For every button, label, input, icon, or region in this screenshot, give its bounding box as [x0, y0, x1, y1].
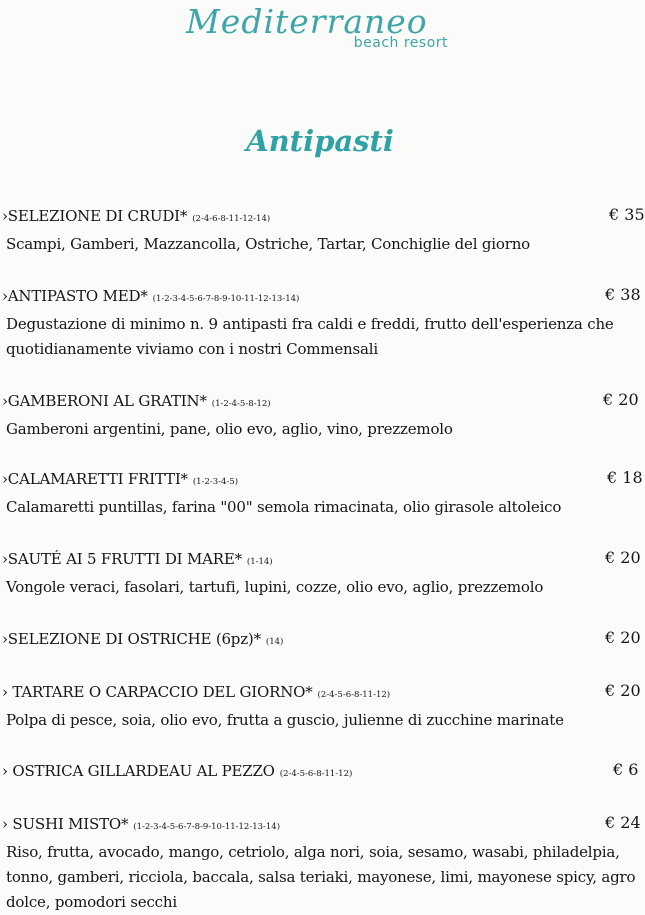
item-price: € 18: [607, 468, 643, 487]
item-allergens: (2-4-5-6-8-11-12): [279, 769, 353, 779]
item-allergens: (2-4-5-6-8-11-12): [317, 690, 391, 700]
item-allergens: (1-2-3-4-5): [192, 477, 239, 487]
item-price: € 20: [605, 681, 641, 700]
item-name: ›SELEZIONE DI CRUDI* (2-4-6-8-11-12-14): [2, 207, 271, 225]
item-description: Polpa di pesce, soia, olio evo, frutta a guscio, julienne di zucchine marinate: [6, 711, 564, 729]
item-price: € 20: [605, 628, 641, 647]
item-allergens: (1-14): [246, 557, 273, 567]
item-description: Vongole veraci, fasolari, tartufi, lupini, cozze, olio evo, aglio, prezzemolo: [6, 578, 544, 596]
section-title: Antipasti: [246, 124, 394, 158]
item-allergens: (1-2-3-4-5-6-7-8-9-10-11-12-13-14): [133, 822, 281, 832]
item-allergens: (1-2-3-4-5-6-7-8-9-10-11-12-13-14): [152, 294, 300, 304]
item-description: Degustazione di minimo n. 9 antipasti fra caldi e freddi, frutto dell'esperienza che quotidianamente viviamo con i nostri Commensali: [6, 315, 614, 358]
item-description: Riso, frutta, avocado, mango, cetriolo, alga nori, soia, sesamo, wasabi, philadelpia, tonno, gamberi, ricciola, baccala, salsa teriaki, mayonese, limi, mayonese spicy, agro dolce, pomodori secchi: [6, 843, 636, 911]
item-price: € 20: [603, 390, 639, 409]
item-price: € 38: [605, 285, 641, 304]
brand-logo: [186, 2, 448, 60]
item-name: › TARTARE O CARPACCIO DEL GIORNO* (2-4-5-6-8-11-12): [2, 683, 391, 701]
item-allergens: (1-2-4-5-8-12): [211, 399, 271, 409]
brand-subtitle: beach resort: [353, 35, 448, 51]
item-description: Scampi, Gamberi, Mazzancolla, Ostriche, Tartar, Conchiglie del giorno: [6, 235, 530, 253]
item-allergens: (2-4-6-8-11-12-14): [192, 214, 271, 224]
item-name: ›CALAMARETTI FRITTI* (1-2-3-4-5): [2, 470, 239, 488]
item-name: › SUSHI MISTO* (1-2-3-4-5-6-7-8-9-10-11-12-13-14): [2, 815, 281, 833]
item-price: € 35: [609, 205, 645, 224]
brand-name: Mediterraneo: [186, 2, 428, 41]
item-price: € 24: [605, 813, 641, 832]
item-allergens: (14): [265, 637, 284, 647]
item-price: € 20: [605, 548, 641, 567]
item-description: Gamberoni argentini, pane, olio evo, aglio, vino, prezzemolo: [6, 420, 453, 438]
item-name: ›SELEZIONE DI OSTRICHE (6pz)* (14): [2, 630, 284, 648]
item-name: ›GAMBERONI AL GRATIN* (1-2-4-5-8-12): [2, 392, 271, 410]
item-description: Calamaretti puntillas, farina "00" semola rimacinata, olio girasole altoleico: [6, 498, 562, 516]
item-name: ›ANTIPASTO MED* (1-2-3-4-5-6-7-8-9-10-11-12-13-14): [2, 287, 300, 305]
item-name: ›SAUTÉ AI 5 FRUTTI DI MARE* (1-14): [2, 550, 273, 568]
item-name: › OSTRICA GILLARDEAU AL PEZZO (2-4-5-6-8-11-12): [2, 762, 353, 780]
item-price: € 6: [613, 760, 639, 779]
